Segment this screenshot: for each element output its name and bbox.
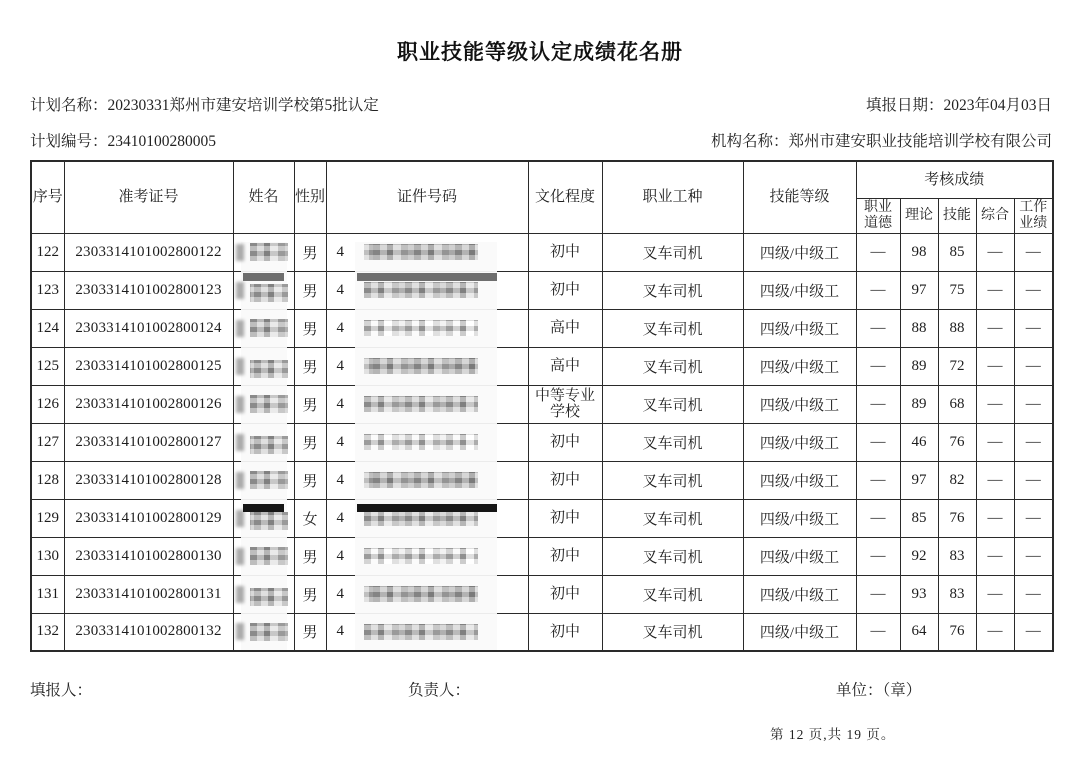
theory-score-cell: 88: [900, 309, 938, 347]
name-redacted-blur: [250, 547, 288, 565]
seq-cell: 122: [31, 233, 64, 271]
idnum-cell: [326, 347, 528, 385]
table-row: [31, 385, 1053, 423]
idnum-prefix: 4: [336, 585, 344, 602]
ethics-score-cell: —: [856, 575, 900, 613]
work-score-cell: —: [1014, 575, 1053, 613]
idnum-redacted-blur: [364, 396, 478, 412]
ethics-score-cell: —: [856, 499, 900, 537]
level-cell: 四级/中级工: [743, 271, 856, 309]
name-redacted-blur: [250, 319, 288, 337]
comprehensive-score-cell: —: [976, 233, 1014, 271]
seq-cell: 125: [31, 347, 64, 385]
filler-label: 填报人：: [30, 682, 93, 699]
gender-cell: 男: [294, 347, 326, 385]
org-name-label: 机构名称：: [710, 133, 789, 150]
seq-cell: 128: [31, 461, 64, 499]
header-gender: 性别: [294, 161, 326, 233]
gender-cell: 男: [294, 575, 326, 613]
gender-cell: 男: [294, 613, 326, 651]
name-fragment: [236, 244, 244, 261]
name-redacted-blur: [250, 243, 288, 261]
education-cell: 初中: [528, 575, 602, 613]
level-cell: 四级/中级工: [743, 233, 856, 271]
idnum-cell: [326, 499, 528, 537]
gender-cell: 女: [294, 499, 326, 537]
unit-seal-label: 单位：（章）: [836, 682, 922, 699]
idnum-prefix: 4: [336, 319, 344, 336]
idnum-redacted-blur: [364, 244, 478, 260]
comprehensive-score-cell: —: [976, 347, 1014, 385]
occupation-cell: 叉车司机: [602, 499, 743, 537]
education-cell: 初中: [528, 461, 602, 499]
occupation-cell: 叉车司机: [602, 385, 743, 423]
work-score-cell: —: [1014, 233, 1053, 271]
name-redacted-blur: [250, 512, 288, 530]
idnum-redacted-blur: [364, 510, 478, 526]
idnum-cell: [326, 423, 528, 461]
fill-date-label: 填报日期：: [865, 97, 944, 114]
seq-cell: 127: [31, 423, 64, 461]
name-fragment: [236, 623, 244, 640]
roster-table-wrap: [30, 160, 1052, 652]
roster-table: [30, 160, 1054, 652]
idnum-cell: [326, 461, 528, 499]
education-cell: 初中: [528, 423, 602, 461]
ticket-cell: 2303314101002800132: [64, 613, 233, 651]
level-cell: 四级/中级工: [743, 537, 856, 575]
table-row: [31, 233, 1053, 271]
occupation-cell: 叉车司机: [602, 271, 743, 309]
plan-no-label: 计划编号：: [30, 133, 108, 150]
idnum-redacted-blur: [364, 358, 478, 374]
work-score-cell: —: [1014, 271, 1053, 309]
work-score-cell: —: [1014, 613, 1053, 651]
plan-name: [30, 93, 379, 115]
idnum-prefix: 4: [336, 547, 344, 564]
gender-cell: 男: [294, 461, 326, 499]
ethics-score-cell: —: [856, 537, 900, 575]
idnum-prefix: 4: [336, 243, 344, 260]
theory-score-cell: 98: [900, 233, 938, 271]
name-cell: [233, 537, 294, 575]
skill-score-cell: 83: [938, 575, 976, 613]
header-education: 文化程度: [528, 161, 602, 233]
education-cell: 初中: [528, 613, 602, 651]
work-score-cell: —: [1014, 423, 1053, 461]
idnum-cell: [326, 233, 528, 271]
education-cell: 初中: [528, 271, 602, 309]
org-name-value: 郑州市建安职业技能培训学校有限公司: [788, 133, 1052, 150]
ticket-cell: 2303314101002800129: [64, 499, 233, 537]
name-redacted-blur: [250, 588, 288, 606]
gender-cell: 男: [294, 423, 326, 461]
level-cell: 四级/中级工: [743, 575, 856, 613]
fill-date: [866, 93, 1052, 115]
gender-cell: 男: [294, 537, 326, 575]
plan-name-value: 20230331郑州市建安培训学校第5批认定: [107, 97, 379, 114]
header-occupation: 职业工种: [602, 161, 743, 233]
occupation-cell: 叉车司机: [602, 309, 743, 347]
comprehensive-score-cell: —: [976, 461, 1014, 499]
idnum-cell: [326, 385, 528, 423]
ethics-score-cell: —: [856, 309, 900, 347]
name-fragment: [236, 358, 244, 375]
ticket-cell: 2303314101002800122: [64, 233, 233, 271]
idnum-redacted-blur: [364, 282, 478, 298]
header-skill: 技能: [938, 198, 976, 233]
name-redacted-blur: [250, 436, 288, 454]
header-ticket: 准考证号: [64, 161, 233, 233]
header-scores-group: 考核成绩: [856, 161, 1053, 198]
name-fragment: [236, 472, 244, 489]
table-row: [31, 309, 1053, 347]
name-fragment: [236, 434, 244, 451]
ethics-score-cell: —: [856, 347, 900, 385]
header-work: 工作业绩: [1014, 198, 1053, 233]
comprehensive-score-cell: —: [976, 575, 1014, 613]
meta-row-2: [0, 129, 1080, 151]
seq-cell: 126: [31, 385, 64, 423]
seq-cell: 132: [31, 613, 64, 651]
page-number: 第 12 页,共 19 页。: [770, 727, 896, 742]
occupation-cell: 叉车司机: [602, 423, 743, 461]
theory-score-cell: 64: [900, 613, 938, 651]
skill-score-cell: 76: [938, 423, 976, 461]
idnum-prefix: 4: [336, 357, 344, 374]
name-cell: [233, 309, 294, 347]
header-comprehensive: 综合: [976, 198, 1014, 233]
seq-cell: 129: [31, 499, 64, 537]
level-cell: 四级/中级工: [743, 423, 856, 461]
idnum-prefix: 4: [336, 471, 344, 488]
seq-cell: 124: [31, 309, 64, 347]
table-row: [31, 537, 1053, 575]
name-redacted-blur: [250, 471, 288, 489]
plan-name-label: 计划名称：: [30, 97, 108, 114]
level-cell: 四级/中级工: [743, 385, 856, 423]
gender-cell: 男: [294, 309, 326, 347]
name-fragment: [236, 586, 244, 603]
comprehensive-score-cell: —: [976, 385, 1014, 423]
occupation-cell: 叉车司机: [602, 233, 743, 271]
education-cell: 高中: [528, 347, 602, 385]
name-cell: [233, 271, 294, 309]
name-cell: [233, 385, 294, 423]
idnum-redacted-blur: [364, 434, 478, 450]
idnum-prefix: 4: [336, 433, 344, 450]
skill-score-cell: 88: [938, 309, 976, 347]
name-cell: [233, 423, 294, 461]
ethics-score-cell: —: [856, 613, 900, 651]
comprehensive-score-cell: —: [976, 499, 1014, 537]
education-cell: 高中: [528, 309, 602, 347]
manager-label: 负责人：: [408, 682, 471, 699]
work-score-cell: —: [1014, 347, 1053, 385]
skill-score-cell: 75: [938, 271, 976, 309]
name-cell: [233, 575, 294, 613]
skill-score-cell: 76: [938, 499, 976, 537]
table-row: [31, 613, 1053, 651]
header-ethics: 职业道德: [856, 198, 900, 233]
level-cell: 四级/中级工: [743, 309, 856, 347]
level-cell: 四级/中级工: [743, 499, 856, 537]
work-score-cell: —: [1014, 385, 1053, 423]
idnum-cell: [326, 537, 528, 575]
work-score-cell: —: [1014, 499, 1053, 537]
skill-score-cell: 68: [938, 385, 976, 423]
idnum-prefix: 4: [336, 281, 344, 298]
name-fragment: [236, 282, 244, 299]
idnum-redacted-blur: [364, 320, 478, 336]
level-cell: 四级/中级工: [743, 461, 856, 499]
plan-no-value: 23410100280005: [107, 133, 217, 150]
skill-score-cell: 76: [938, 613, 976, 651]
work-score-cell: —: [1014, 537, 1053, 575]
name-cell: [233, 613, 294, 651]
occupation-cell: 叉车司机: [602, 347, 743, 385]
table-row: [31, 271, 1053, 309]
skill-score-cell: 82: [938, 461, 976, 499]
gender-cell: 男: [294, 271, 326, 309]
name-cell: [233, 461, 294, 499]
theory-score-cell: 89: [900, 347, 938, 385]
header-name: 姓名: [233, 161, 294, 233]
ticket-cell: 2303314101002800126: [64, 385, 233, 423]
comprehensive-score-cell: —: [976, 423, 1014, 461]
education-cell: 初中: [528, 499, 602, 537]
idnum-cell: [326, 309, 528, 347]
name-cell: [233, 499, 294, 537]
theory-score-cell: 97: [900, 271, 938, 309]
plan-no: [30, 129, 216, 151]
occupation-cell: 叉车司机: [602, 461, 743, 499]
header-seq: 序号: [31, 161, 64, 233]
occupation-cell: 叉车司机: [602, 575, 743, 613]
fill-date-value: 2023年04月03日: [943, 97, 1052, 114]
idnum-redacted-blur: [364, 472, 478, 488]
work-score-cell: —: [1014, 461, 1053, 499]
ticket-cell: 2303314101002800124: [64, 309, 233, 347]
table-row: [31, 499, 1053, 537]
occupation-cell: 叉车司机: [602, 613, 743, 651]
org-name: [711, 129, 1052, 151]
theory-score-cell: 46: [900, 423, 938, 461]
name-redacted-blur: [250, 360, 288, 378]
theory-score-cell: 85: [900, 499, 938, 537]
comprehensive-score-cell: —: [976, 309, 1014, 347]
ticket-cell: 2303314101002800128: [64, 461, 233, 499]
header-theory: 理论: [900, 198, 938, 233]
page-title: 职业技能等级认定成绩花名册: [397, 40, 683, 64]
gender-cell: 男: [294, 233, 326, 271]
ethics-score-cell: —: [856, 423, 900, 461]
name-fragment: [236, 548, 244, 565]
ethics-score-cell: —: [856, 233, 900, 271]
name-fragment: [236, 510, 244, 527]
education-cell: 初中: [528, 233, 602, 271]
name-redacted-blur: [250, 284, 288, 302]
comprehensive-score-cell: —: [976, 613, 1014, 651]
name-redacted-blur: [250, 395, 288, 413]
idnum-cell: [326, 575, 528, 613]
education-cell: 中等专业学校: [528, 385, 602, 423]
ticket-cell: 2303314101002800127: [64, 423, 233, 461]
idnum-prefix: 4: [336, 509, 344, 526]
table-row: [31, 575, 1053, 613]
comprehensive-score-cell: —: [976, 271, 1014, 309]
meta-row-1: [0, 93, 1080, 115]
seq-cell: 130: [31, 537, 64, 575]
theory-score-cell: 89: [900, 385, 938, 423]
ethics-score-cell: —: [856, 461, 900, 499]
name-cell: [233, 233, 294, 271]
name-fragment: [236, 396, 244, 413]
level-cell: 四级/中级工: [743, 347, 856, 385]
table-row: [31, 347, 1053, 385]
work-score-cell: —: [1014, 309, 1053, 347]
skill-score-cell: 83: [938, 537, 976, 575]
ticket-cell: 2303314101002800130: [64, 537, 233, 575]
idnum-prefix: 4: [336, 623, 344, 640]
ethics-score-cell: —: [856, 385, 900, 423]
occupation-cell: 叉车司机: [602, 537, 743, 575]
seq-cell: 123: [31, 271, 64, 309]
header-level: 技能等级: [743, 161, 856, 233]
idnum-prefix: 4: [336, 395, 344, 412]
comprehensive-score-cell: —: [976, 537, 1014, 575]
ticket-cell: 2303314101002800131: [64, 575, 233, 613]
name-redacted-blur: [250, 623, 288, 641]
header-id-no: 证件号码: [326, 161, 528, 233]
name-cell: [233, 347, 294, 385]
table-row: [31, 423, 1053, 461]
ticket-cell: 2303314101002800123: [64, 271, 233, 309]
theory-score-cell: 97: [900, 461, 938, 499]
idnum-redacted-blur: [364, 548, 478, 564]
seq-cell: 131: [31, 575, 64, 613]
level-cell: 四级/中级工: [743, 613, 856, 651]
theory-score-cell: 92: [900, 537, 938, 575]
name-fragment: [236, 320, 244, 337]
gender-cell: 男: [294, 385, 326, 423]
education-cell: 初中: [528, 537, 602, 575]
idnum-cell: [326, 271, 528, 309]
ticket-cell: 2303314101002800125: [64, 347, 233, 385]
idnum-redacted-blur: [364, 586, 478, 602]
idnum-redacted-blur: [364, 624, 478, 640]
skill-score-cell: 85: [938, 233, 976, 271]
theory-score-cell: 93: [900, 575, 938, 613]
skill-score-cell: 72: [938, 347, 976, 385]
ethics-score-cell: —: [856, 271, 900, 309]
table-row: [31, 461, 1053, 499]
idnum-cell: [326, 613, 528, 651]
